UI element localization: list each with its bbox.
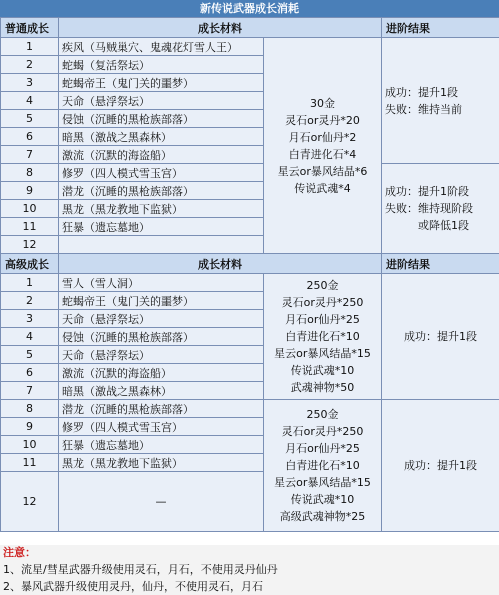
boss-cell: 激流（沉默的海盗船）	[59, 146, 264, 164]
material-item: 250金	[306, 279, 339, 292]
level-cell: 1	[1, 38, 59, 56]
material-item: 传说武魂*10	[290, 493, 355, 506]
advanced-result-a-cell: 成功：提升1段	[382, 274, 499, 400]
table-row	[1, 274, 499, 292]
normal-material-header: 成长材料	[59, 18, 382, 38]
advanced-material-header: 成长材料	[59, 254, 382, 274]
boss-cell: 潜龙（沉睡的黑枪族部落）	[59, 400, 264, 418]
material-item: 灵石or灵丹*250	[281, 425, 364, 438]
advanced-header-row	[1, 254, 499, 274]
material-item: 月石or仙丹*25	[285, 313, 360, 326]
material-item: 月石or仙丹*25	[285, 442, 360, 455]
material-item: 250金	[306, 408, 339, 421]
boss-cell: —	[59, 472, 264, 532]
level-cell: 2	[1, 292, 59, 310]
level-cell: 8	[1, 164, 59, 182]
level-cell: 11	[1, 454, 59, 472]
material-item: 武魂神物*50	[290, 381, 355, 394]
material-item: 星云or暴风结晶*15	[274, 476, 371, 489]
material-item: 高级武魂神物*25	[279, 510, 366, 523]
result-success: 成功：提升1段	[385, 85, 458, 99]
advanced-level-header: 高级成长	[1, 254, 59, 274]
material-item: 灵石or灵丹*250	[281, 296, 364, 309]
normal-materials-cell	[264, 38, 382, 254]
level-cell: 3	[1, 74, 59, 92]
level-cell: 4	[1, 92, 59, 110]
table-row	[1, 38, 499, 56]
level-cell: 7	[1, 146, 59, 164]
advanced-result-header: 进阶结果	[382, 254, 499, 274]
level-cell: 9	[1, 418, 59, 436]
boss-cell: 蛇蝎（复活祭坛）	[59, 56, 264, 74]
boss-cell: 潜龙（沉睡的黑枪族部落）	[59, 182, 264, 200]
result-fail: 失败：维持现阶段	[385, 202, 473, 215]
boss-cell: 侵蚀（沉睡的黑枪族部落）	[59, 328, 264, 346]
advanced-result-b-cell: 成功：提升1段	[382, 400, 499, 532]
material-item: 星云or暴风结晶*6	[277, 164, 368, 178]
boss-cell	[59, 236, 264, 254]
material-item: 白青进化石*10	[285, 459, 360, 472]
boss-cell: 修罗（四人模式雪玉宫）	[59, 418, 264, 436]
boss-cell: 天命（悬浮祭坛）	[59, 310, 264, 328]
boss-cell: 侵蚀（沉睡的黑枪族部落）	[59, 110, 264, 128]
boss-cell: 暗黑（激战之黑森林）	[59, 382, 264, 400]
normal-header-row	[1, 18, 499, 38]
material-item: 传说武魂*4	[294, 181, 351, 195]
page-title: 新传说武器成长消耗	[0, 0, 499, 17]
result-fail: 失败：维持当前	[385, 102, 462, 116]
notes-section	[0, 545, 499, 595]
boss-cell: 狂暴（遗忘墓地）	[59, 218, 264, 236]
material-item: 星云or暴风结晶*15	[274, 347, 371, 360]
boss-cell: 蛇蝎帝王（鬼门关的噩梦）	[59, 292, 264, 310]
material-item: 白青进化石*4	[288, 147, 357, 161]
level-cell: 7	[1, 382, 59, 400]
level-cell: 6	[1, 364, 59, 382]
boss-cell: 狂暴（遗忘墓地）	[59, 436, 264, 454]
material-item: 白青进化石*10	[285, 330, 360, 343]
result-fail-continued: 或降低1段	[418, 219, 469, 232]
material-item: 30金	[310, 96, 335, 110]
material-item: 月石or仙丹*2	[288, 130, 357, 144]
boss-cell: 疾风（马贼巢穴、鬼魂花灯雪人王）	[59, 38, 264, 56]
normal-level-header: 普通成长	[1, 18, 59, 38]
advanced-materials-a-cell	[264, 274, 382, 400]
boss-cell: 蛇蝎帝王（鬼门关的噩梦）	[59, 74, 264, 92]
boss-cell: 黑龙（黑龙教地下监狱）	[59, 454, 264, 472]
level-cell: 2	[1, 56, 59, 74]
notes-heading: 注意：	[3, 546, 36, 559]
note-line: 2、暴风武器升级使用灵丹，仙丹，不使用灵石，月石	[3, 580, 263, 593]
normal-result-a-cell	[382, 38, 499, 164]
level-cell: 6	[1, 128, 59, 146]
level-cell: 10	[1, 436, 59, 454]
boss-cell: 天命（悬浮祭坛）	[59, 92, 264, 110]
level-cell: 10	[1, 200, 59, 218]
normal-result-b-cell	[382, 164, 499, 254]
level-cell: 5	[1, 346, 59, 364]
level-cell: 11	[1, 218, 59, 236]
growth-cost-table	[0, 17, 499, 532]
level-cell: 12	[1, 472, 59, 532]
result-success: 成功：提升1阶段	[385, 185, 469, 198]
level-cell: 9	[1, 182, 59, 200]
boss-cell: 暗黑（激战之黑森林）	[59, 128, 264, 146]
note-line: 1、流星/彗星武器升级使用灵石，月石，不使用灵丹仙丹	[3, 563, 278, 576]
boss-cell: 修罗（四人模式雪玉宫）	[59, 164, 264, 182]
boss-cell: 天命（悬浮祭坛）	[59, 346, 264, 364]
level-cell: 3	[1, 310, 59, 328]
normal-result-header: 进阶结果	[382, 18, 499, 38]
boss-cell: 雪人（雪人洞）	[59, 274, 264, 292]
advanced-materials-b-cell	[264, 400, 382, 532]
table-row	[1, 164, 499, 182]
level-cell: 1	[1, 274, 59, 292]
table-row	[1, 400, 499, 418]
material-item: 灵石or灵丹*20	[285, 113, 360, 127]
level-cell: 5	[1, 110, 59, 128]
level-cell: 4	[1, 328, 59, 346]
material-item: 传说武魂*10	[290, 364, 355, 377]
level-cell: 8	[1, 400, 59, 418]
boss-cell: 黑龙（黑龙教地下监狱）	[59, 200, 264, 218]
boss-cell: 激流（沉默的海盗船）	[59, 364, 264, 382]
level-cell: 12	[1, 236, 59, 254]
